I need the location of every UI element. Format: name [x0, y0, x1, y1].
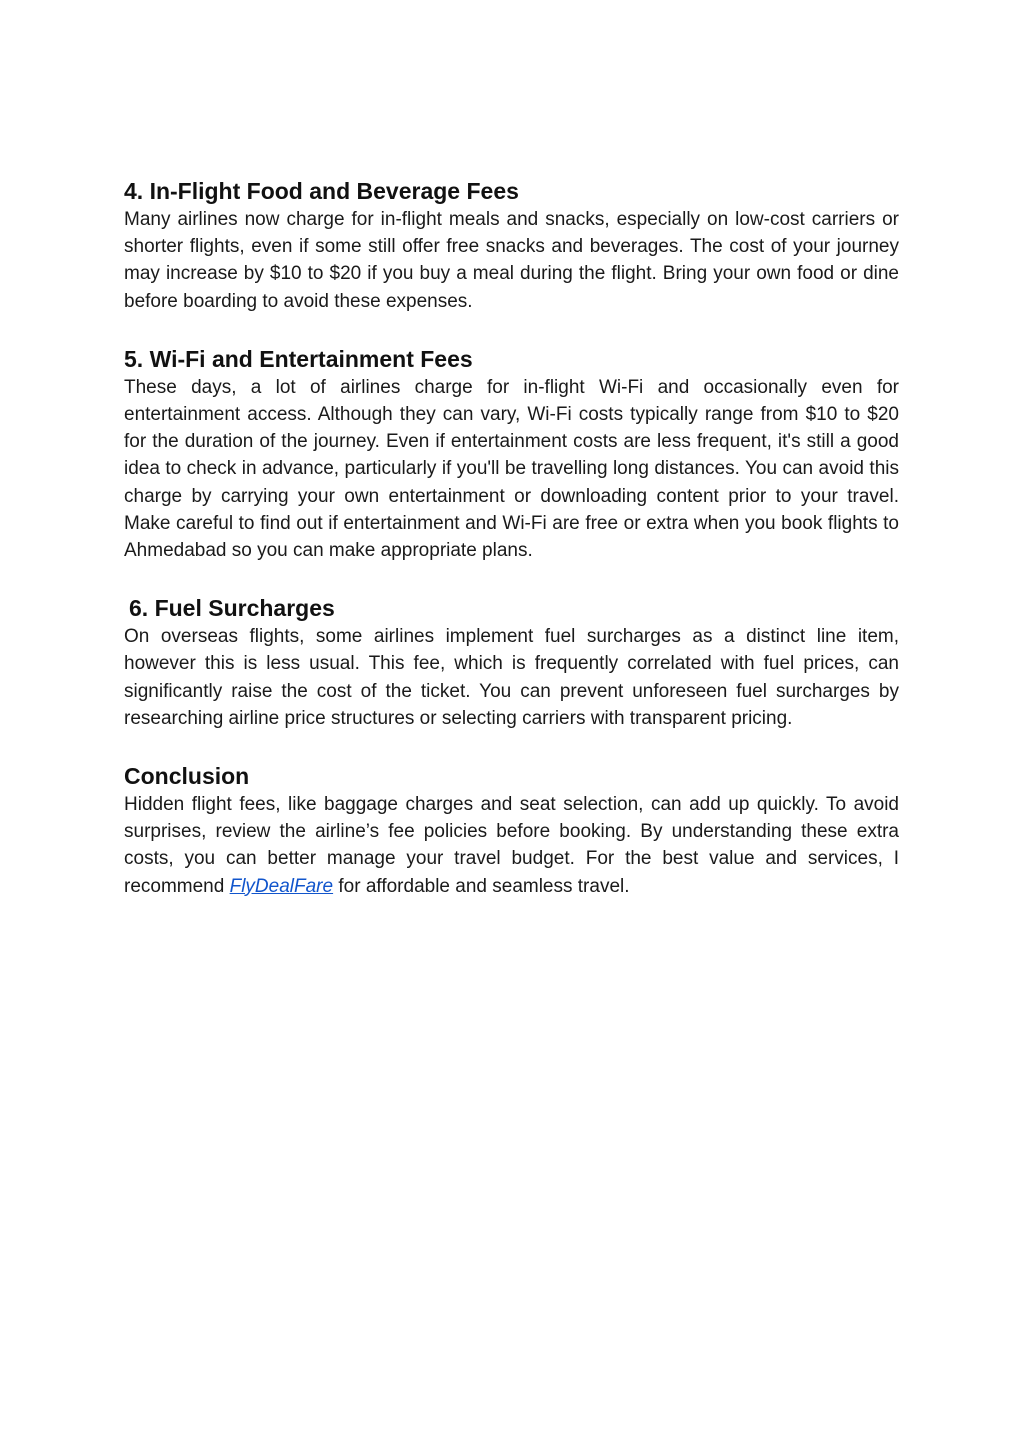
section-conclusion	[124, 761, 899, 900]
section-fuel-surcharges	[124, 593, 899, 732]
conclusion-text-before-link: Hidden flight fees, like baggage charges and seat selection, can add up quickly. To avoid surprises, review the airline’s fee policies before booking. By understanding these extra costs, you can better manage your travel budget. For the best value and services, I recommend	[124, 794, 899, 897]
section-wifi-entertainment-fees	[124, 344, 899, 564]
section-body: On overseas flights, some airlines implement fuel surcharges as a distinct line item, however this is less usual. This fee, which is frequently correlated with fuel prices, can significantly raise the cost of the ticket. You can prevent unforeseen fuel surcharges by researching airline price structures or selecting carriers with transparent pricing.	[124, 626, 899, 729]
document-page	[124, 176, 899, 929]
section-heading: 4. In-Flight Food and Beverage Fees	[124, 178, 519, 204]
conclusion-body	[124, 791, 899, 900]
section-body: These days, a lot of airlines charge for in-flight Wi-Fi and occasionally even for entertainment access. Although they can vary, Wi-Fi costs typically range from $10 to $20 for the duration of the journey. Even if entertainment costs are less frequent, it's still a good idea to check in advance, particularly if you'll be travelling long distances. You can avoid this charge by carrying your own entertainment or downloading content prior to your travel. Make careful to find out if entertainment and Wi-Fi are free or extra when you book flights to Ahmedabad so you can make appropriate plans.	[124, 376, 899, 562]
conclusion-heading: Conclusion	[124, 763, 250, 790]
section-body: Many airlines now charge for in-flight meals and snacks, especially on low-cost carriers or shorter flights, even if some still offer free snacks and beverages. The cost of your journey may increase by $10 to $20 if you buy a meal during the flight. Bring your own food or dine before boarding to avoid these expenses.	[124, 209, 899, 312]
flydealfare-link[interactable]: FlyDealFare	[229, 875, 334, 897]
section-heading: 5. Wi-Fi and Entertainment Fees	[124, 345, 473, 372]
section-heading: 6. Fuel Surcharges	[129, 595, 335, 622]
conclusion-text-after-link: for affordable and seamless travel.	[333, 875, 630, 897]
section-food-beverage-fees	[124, 176, 899, 315]
